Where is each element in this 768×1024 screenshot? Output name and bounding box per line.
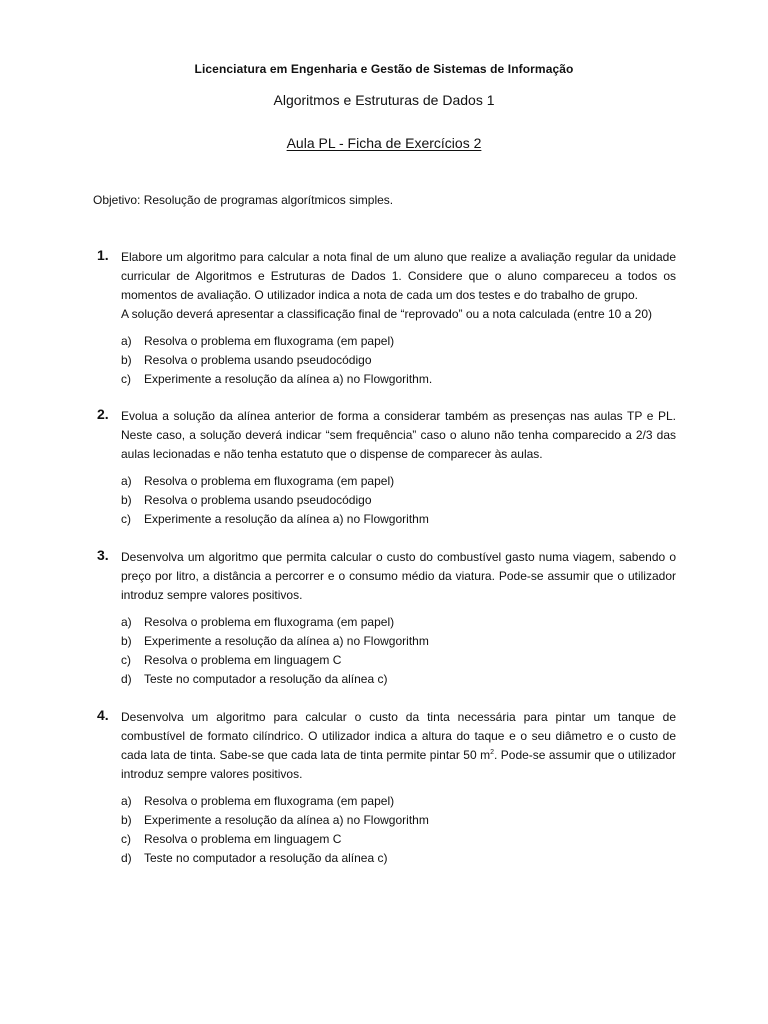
item-text: Resolva o problema usando pseudocódigo [144, 493, 372, 507]
item-text: Experimente a resolução da alínea a) no Flowgorithm [144, 634, 429, 648]
course-title: Algoritmos e Estruturas de Dados 1 [273, 92, 495, 108]
list-item [121, 613, 641, 632]
exercise-4 [97, 707, 677, 877]
exercise-statement [121, 407, 676, 464]
item-text: Resolva o problema usando pseudocódigo [144, 353, 372, 367]
item-letter: b) [121, 813, 132, 827]
exercise-subitems [121, 332, 641, 389]
exercise-2 [97, 406, 677, 536]
exercise-statement-main: Evolua a solução da alínea anterior de forma a considerar também as presenças nas aulas TP e PL. Neste caso, a solução deverá indicar “sem frequência” caso o aluno não tenha comparecido a 2/3 das aulas lecionadas e não tenha estatuto que o dispense de comparecer às aulas. [121, 409, 676, 461]
list-item [121, 830, 641, 849]
exercise-statement-main: Desenvolva um algoritmo que permita calcular o custo do combustível gasto numa viagem, sabendo o preço por litro, a distância a percorrer e o consumo médio da viatura. Pode-se assumir que o utilizador introduz sempre valores positivos. [121, 550, 676, 602]
program-title: Licenciatura em Engenharia e Gestão de Sistemas de Informação [194, 62, 574, 76]
item-text: Resolva o problema em fluxograma (em papel) [144, 794, 395, 808]
objective-text: Objetivo: Resolução de programas algorítmicos simples. [93, 193, 394, 207]
exercise-statement [121, 548, 676, 605]
exercise-subitems [121, 472, 641, 529]
exercise-number: 2. [97, 406, 109, 422]
exercise-1 [97, 247, 677, 397]
list-item [121, 370, 641, 389]
exercise-number: 3. [97, 547, 109, 563]
item-letter: b) [121, 634, 132, 648]
list-item [121, 849, 641, 868]
item-text: Resolva o problema em fluxograma (em papel) [144, 474, 395, 488]
exercise-statement [121, 708, 676, 784]
item-letter: d) [121, 672, 132, 686]
item-letter: b) [121, 353, 132, 367]
item-letter: b) [121, 493, 132, 507]
list-item [121, 811, 641, 830]
exercise-statement [121, 248, 676, 324]
statement-part-1: Desenvolva um algoritmo para calcular o custo da tinta necessária para pintar um tanque de combustível de formato cilíndrico. O utilizador indica a altura do taque e o seu diâmetro e o custo de cada lata de tinta. Sabe-se que cada lata de tinta permite pintar 50 m [121, 710, 676, 762]
item-letter: c) [121, 832, 131, 846]
exercise-statement-main [121, 708, 676, 784]
exercise-subitems [121, 792, 641, 868]
statement-part-2: . Pode-se assumir que o utilizador introduz sempre valores positivos. [121, 748, 676, 781]
exercise-statement-main: Elabore um algoritmo para calcular a nota final de um aluno que realize a avaliação regular da unidade curricular de Algoritmos e Estruturas de Dados 1. Considere que o aluno compareceu a todos os momentos de avaliação. O utilizador indica a nota de cada um dos testes e do trabalho de grupo. [121, 250, 676, 302]
list-item [121, 632, 641, 651]
list-item [121, 332, 641, 351]
worksheet-title [0, 135, 768, 151]
list-item [121, 351, 641, 370]
item-letter: c) [121, 512, 131, 526]
item-text: Experimente a resolução da alínea a) no Flowgorithm [144, 512, 429, 526]
exercise-number: 1. [97, 247, 109, 263]
item-text: Experimente a resolução da alínea a) no Flowgorithm. [144, 372, 433, 386]
exercise-number: 4. [97, 707, 109, 723]
item-text: Resolva o problema em fluxograma (em papel) [144, 334, 395, 348]
exercise-statement-extra: A solução deverá apresentar a classificação final de “reprovado” ou a nota calculada (entre 10 a 20) [121, 307, 652, 321]
list-item [121, 792, 641, 811]
list-item [121, 510, 641, 529]
item-text: Teste no computador a resolução da alínea c) [144, 851, 388, 865]
exercise-3 [97, 547, 677, 697]
item-text: Experimente a resolução da alínea a) no Flowgorithm [144, 813, 429, 827]
list-item [121, 651, 641, 670]
item-text: Resolva o problema em fluxograma (em papel) [144, 615, 395, 629]
exercise-subitems [121, 613, 641, 689]
worksheet-title-text: Aula PL - Ficha de Exercícios 2 [286, 135, 482, 151]
item-letter: a) [121, 474, 132, 488]
item-letter: c) [121, 653, 131, 667]
item-text: Resolva o problema em linguagem C [144, 653, 342, 667]
list-item [121, 491, 641, 510]
superscript: 2 [490, 749, 494, 756]
item-text: Teste no computador a resolução da alínea c) [144, 672, 388, 686]
item-letter: c) [121, 372, 131, 386]
item-text: Resolva o problema em linguagem C [144, 832, 342, 846]
item-letter: a) [121, 615, 132, 629]
item-letter: a) [121, 794, 132, 808]
item-letter: a) [121, 334, 132, 348]
item-letter: d) [121, 851, 132, 865]
list-item [121, 472, 641, 491]
list-item [121, 670, 641, 689]
